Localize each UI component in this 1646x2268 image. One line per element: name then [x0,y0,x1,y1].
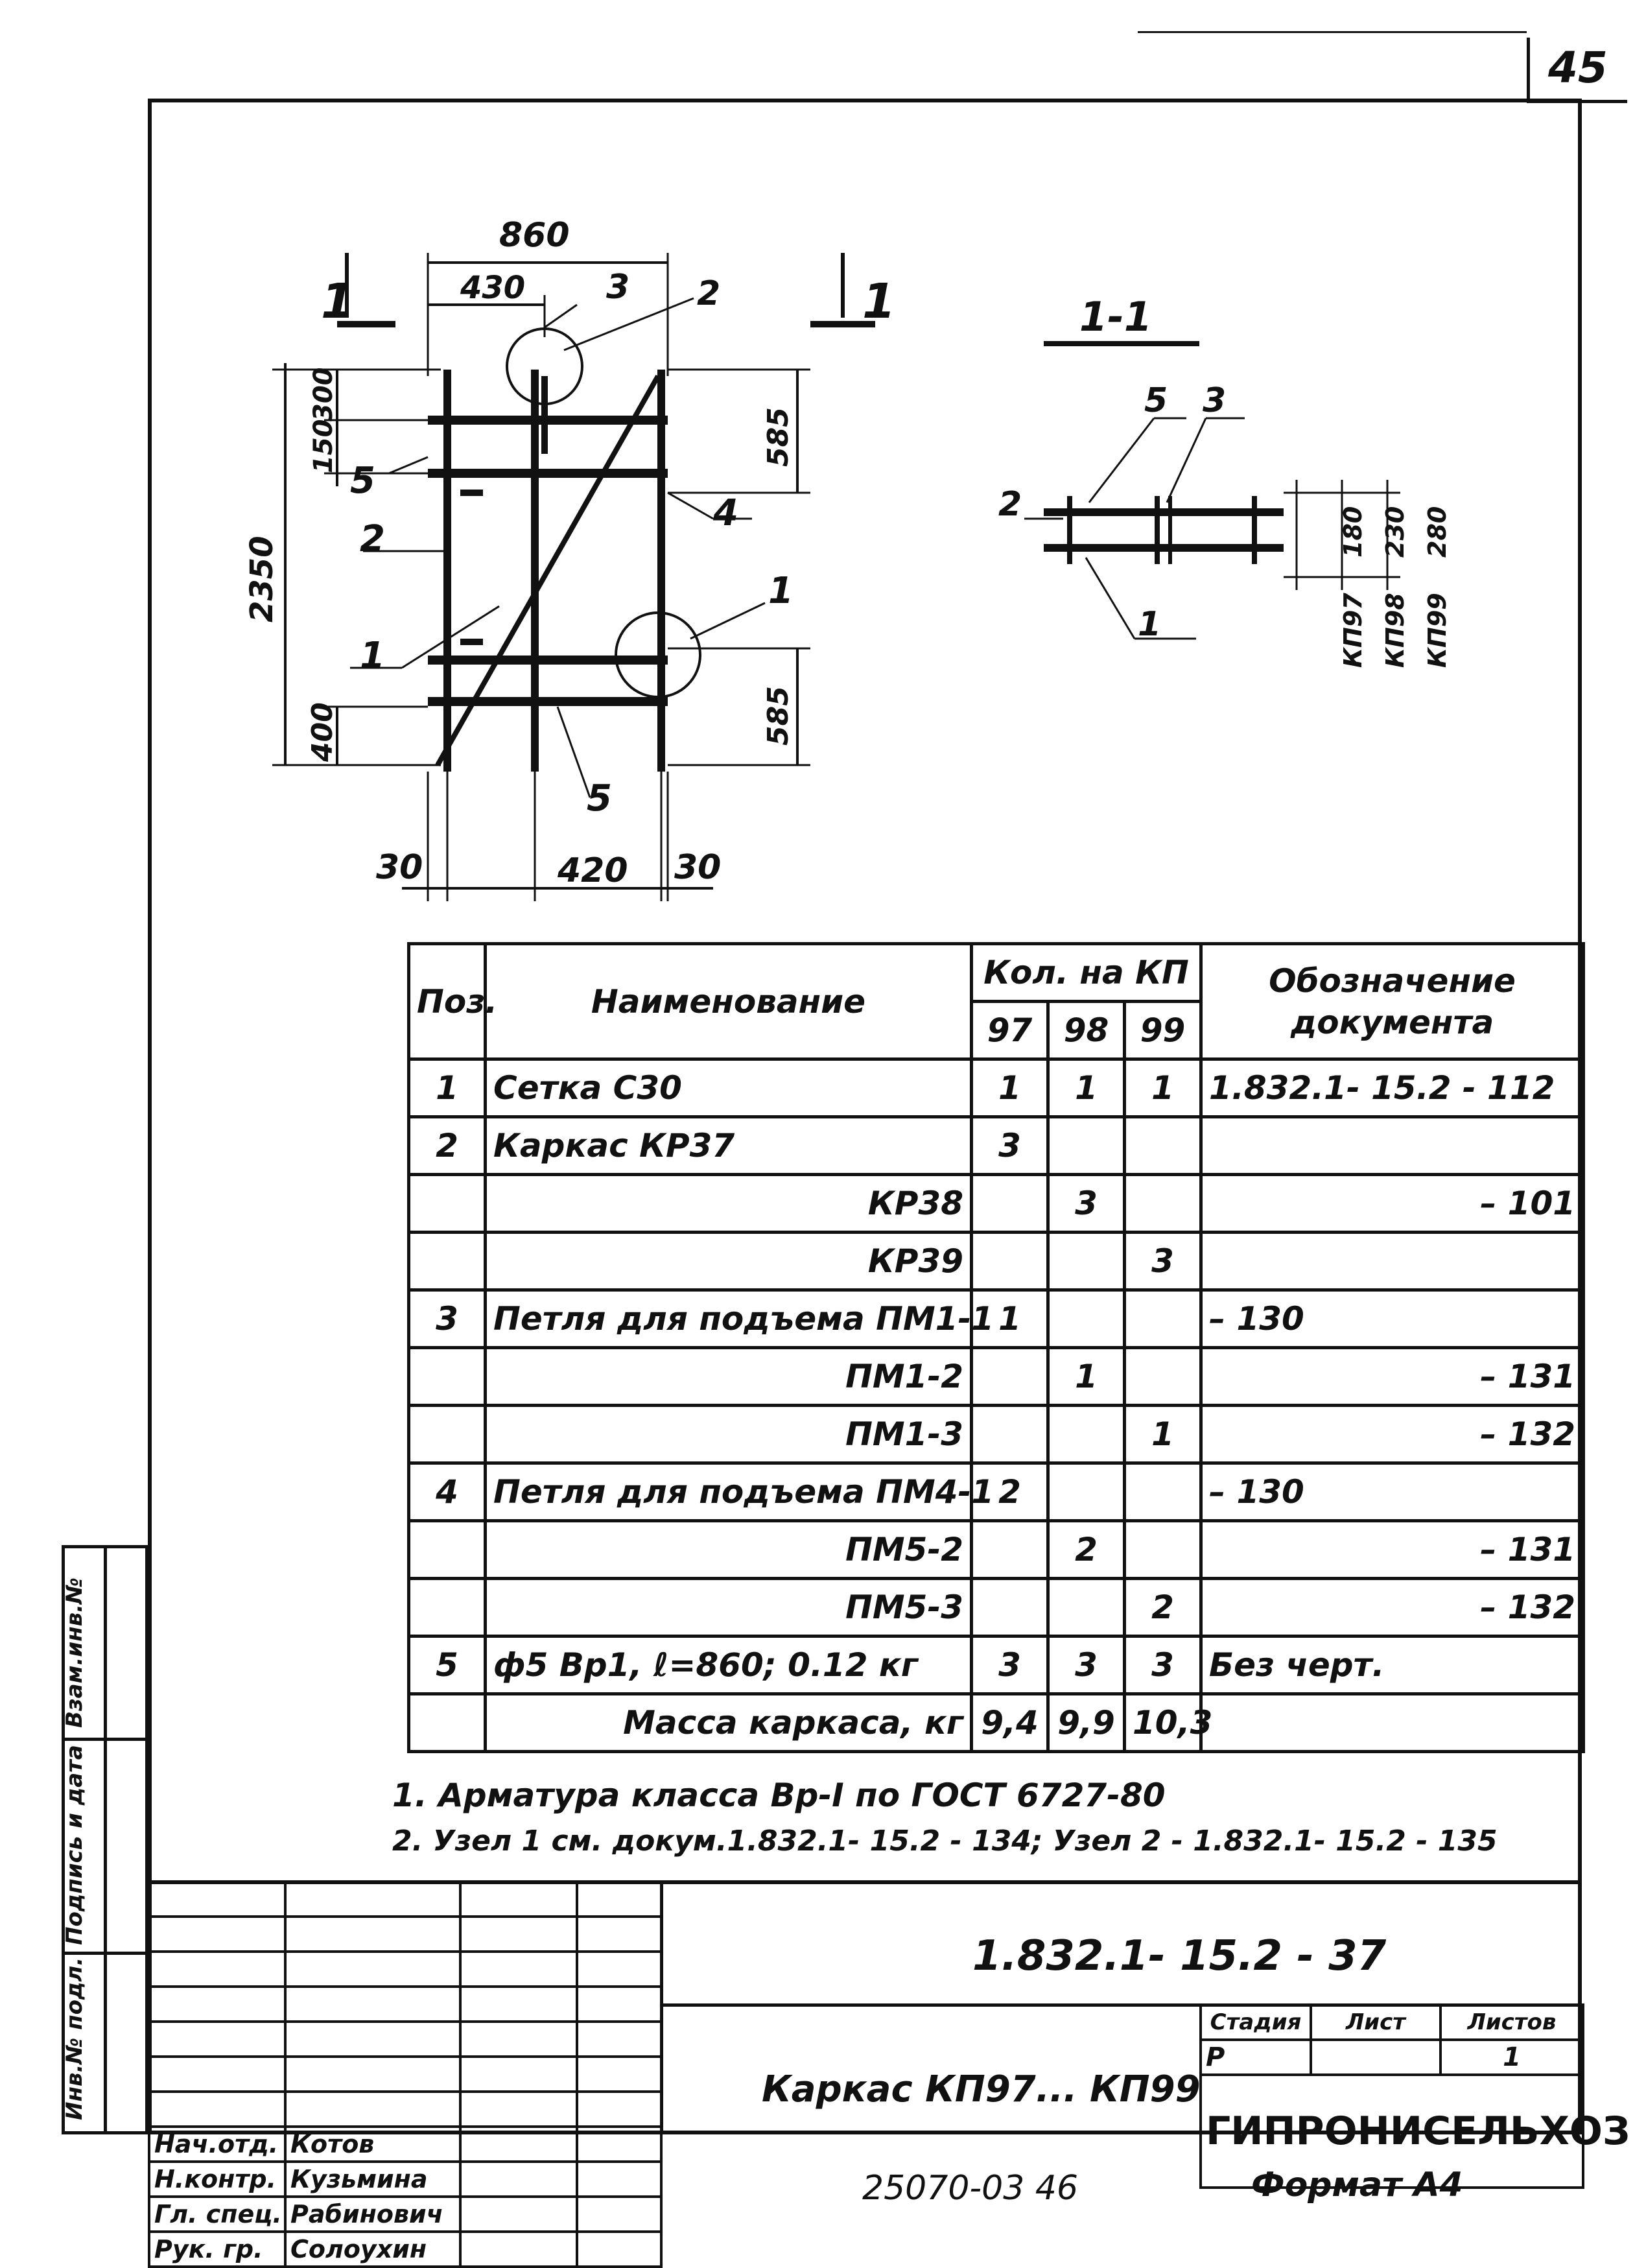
spec-cell-name: Масса каркаса, кг [486,1694,972,1752]
spec-row [409,1694,1584,1752]
dim-585-bottom: 585 [762,686,795,746]
spec-row [409,1175,1584,1233]
sheets-value: 1 [1440,2040,1583,2075]
notes [392,1777,1498,1858]
dim-30-left: 30 [376,848,423,887]
signature-row [149,2197,661,2232]
specification-table [407,942,1585,1753]
spec-cell-qty-99: 2 [1125,1579,1201,1636]
section-leader-5: 5 [1144,381,1168,420]
spec-cell-pos: 3 [409,1290,486,1348]
spec-cell-qty-99: 3 [1125,1233,1201,1290]
spec-cell-qty-97: 1 [972,1290,1048,1348]
archive-number: 25070-03 46 [862,2169,1079,2208]
spec-body [409,1059,1584,1752]
spec-header-qty-97: 97 [972,1002,1048,1059]
spec-cell-name: Петля для подъема ПМ1-1 [486,1290,972,1348]
sheet-value [1311,2040,1440,2075]
drawing-title: Каркас КП97... КП99 [762,2068,1201,2110]
spec-cell-doc [1201,1233,1584,1290]
document-code: 1.832.1- 15.2 - 37 [972,1932,1387,1980]
spec-cell-qty-98: 1 [1048,1348,1125,1406]
spec-cell-qty-98 [1048,1117,1125,1175]
spec-cell-qty-98 [1048,1406,1125,1463]
spec-cell-pos: 5 [409,1636,486,1694]
spec-cell-qty-98: 1 [1048,1059,1125,1117]
cage-plan-drawing [0,0,908,940]
dim-400: 400 [306,702,339,762]
spec-cell-name: ПМ1-2 [486,1348,972,1406]
stage-table [1199,2003,1630,2189]
spec-cell-name: ПМ5-2 [486,1521,972,1579]
spec-header-qty-99: 99 [1125,1002,1201,1059]
section-variant-kp97: КП97 [1339,593,1367,668]
note-2: 2. Узел 1 см. докум.1.832.1- 15.2 - 134; Узел 2 - 1.832.1- 15.2 - 135 [392,1825,1498,1858]
dim-585-top: 585 [762,407,795,467]
section-leader-2: 2 [998,485,1022,524]
spec-header-doc: Обозначение документа [1201,944,1584,1059]
spec-cell-qty-97 [972,1348,1048,1406]
spec-cell-qty-99 [1125,1463,1201,1521]
note-1: 1. Арматура класса Вр-I по ГОСТ 6727-80 [392,1777,1166,1814]
spec-row [409,1636,1584,1694]
spec-cell-qty-98: 2 [1048,1521,1125,1579]
leader-4: 4 [713,492,738,534]
section-dim-230: 230 [1381,506,1409,558]
spec-cell-qty-99: 1 [1125,1406,1201,1463]
spec-cell-name: Петля для подъема ПМ4-1 [486,1463,972,1521]
spec-header-qty-98: 98 [1048,1002,1125,1059]
sheets-label: Листов [1440,2005,1583,2040]
spec-cell-doc: – 131 [1201,1521,1584,1579]
stamp-inv-number: Инв.№ подл. [62,1957,88,2120]
spec-cell-pos: 4 [409,1463,486,1521]
spec-cell-qty-98: 9,9 [1048,1694,1125,1752]
spec-cell-qty-97 [972,1175,1048,1233]
dim-150: 150 [309,419,338,473]
spec-cell-name: ф5 Вр1, ℓ=860; 0.12 кг [486,1636,972,1694]
leader-1-left: 1 [360,635,385,677]
spec-cell-qty-99: 3 [1125,1636,1201,1694]
spec-cell-qty-98: 3 [1048,1636,1125,1694]
section-mark-left: 1 [321,274,355,329]
spec-row [409,1521,1584,1579]
spec-cell-doc: Без черт. [1201,1636,1584,1694]
spec-cell-name: Каркас КР37 [486,1117,972,1175]
spec-row [409,1348,1584,1406]
leader-1-right: 1 [768,570,794,612]
dim-860: 860 [499,216,570,255]
signature-cell [460,2162,577,2197]
spec-cell-qty-99: 1 [1125,1059,1201,1117]
spec-row [409,1579,1584,1636]
stamp-signature-date: Подпись и дата [62,1745,88,1945]
signature-cell [460,2127,577,2162]
spec-cell-qty-98: 3 [1048,1175,1125,1233]
date-cell [577,2197,661,2232]
spec-cell-pos: 1 [409,1059,486,1117]
section-variant-kp98: КП98 [1381,593,1409,668]
signer-name: Рабинович [285,2197,460,2232]
signer-name: Кузьмина [285,2162,460,2197]
sheet-number-box [1527,38,1627,103]
dim-430: 430 [460,270,526,306]
signer-name: Солоухин [285,2232,460,2267]
stamp-replaced-inv: Взам.инв.№ [62,1577,88,1728]
signature-cell [460,2232,577,2267]
spec-cell-doc: – 132 [1201,1406,1584,1463]
signer-role: Н.контр. [149,2162,285,2197]
section-title: 1-1 [1079,293,1153,340]
section-dim-280: 280 [1423,506,1452,558]
leader-2-left: 2 [360,518,385,560]
spec-header-name: Наименование [486,944,972,1059]
signature-cell [460,2197,577,2232]
signature-row [149,2232,661,2267]
spec-row [409,1463,1584,1521]
spec-cell-name: ПМ1-3 [486,1406,972,1463]
spec-cell-doc: 1.832.1- 15.2 - 112 [1201,1059,1584,1117]
spec-cell-name: ПМ5-3 [486,1579,972,1636]
spec-row [409,1406,1584,1463]
spec-cell-pos [409,1694,486,1752]
paper-format: Формат А4 [1251,2166,1463,2204]
spec-cell-qty-98 [1048,1233,1125,1290]
spec-cell-name: Сетка С30 [486,1059,972,1117]
section-1-1-drawing [972,279,1556,668]
spec-cell-qty-97: 9,4 [972,1694,1048,1752]
spec-cell-name: КР39 [486,1233,972,1290]
section-leader-1: 1 [1138,605,1162,644]
spec-cell-qty-97: 3 [972,1636,1048,1694]
section-leader-3: 3 [1203,381,1227,420]
spec-cell-doc: – 130 [1201,1290,1584,1348]
spec-cell-pos [409,1579,486,1636]
spec-cell-qty-97 [972,1521,1048,1579]
signature-row [149,2127,661,2162]
spec-cell-doc: – 131 [1201,1348,1584,1406]
spec-row [409,1059,1584,1117]
signer-role: Гл. спец. [149,2197,285,2232]
spec-cell-qty-97 [972,1233,1048,1290]
signer-role: Рук. гр. [149,2232,285,2267]
spec-cell-pos [409,1233,486,1290]
section-dim-180: 180 [1339,506,1367,558]
dim-300: 300 [309,367,338,421]
people-list [149,2127,661,2267]
spec-cell-qty-97: 3 [972,1117,1048,1175]
sheet-label: Лист [1311,2005,1440,2040]
dim-2350: 2350 [244,536,280,622]
spec-row [409,1117,1584,1175]
spec-cell-qty-99 [1125,1348,1201,1406]
leader-5-bottom: 5 [587,777,612,820]
spec-cell-qty-97 [972,1406,1048,1463]
spec-cell-qty-97 [972,1579,1048,1636]
leader-3-top: 3 [606,268,630,307]
spec-cell-pos [409,1406,486,1463]
spec-cell-qty-99: 10,3 [1125,1694,1201,1752]
organization: ГИПРОНИСЕЛЬХОЗ [1201,2075,1583,2188]
spec-cell-pos [409,1348,486,1406]
spec-cell-qty-99 [1125,1290,1201,1348]
leader-5-left: 5 [350,460,375,502]
spec-cell-pos [409,1521,486,1579]
spec-cell-qty-98 [1048,1463,1125,1521]
leader-2-top: 2 [697,274,721,313]
spec-cell-qty-98 [1048,1579,1125,1636]
signer-role: Нач.отд. [149,2127,285,2162]
spec-header-pos: Поз. [409,944,486,1059]
spec-header-qty: Кол. на КП [972,944,1201,1002]
spec-cell-qty-99 [1125,1175,1201,1233]
spec-cell-qty-97: 1 [972,1059,1048,1117]
spec-cell-pos [409,1175,486,1233]
spec-header-row-1 [409,944,1584,1002]
spec-cell-qty-98 [1048,1290,1125,1348]
date-cell [577,2127,661,2162]
section-mark-right: 1 [862,274,896,329]
spec-cell-name: КР38 [486,1175,972,1233]
signer-name: Котов [285,2127,460,2162]
spec-cell-qty-99 [1125,1117,1201,1175]
stage-label: Стадия [1201,2005,1311,2040]
date-cell [577,2162,661,2197]
spec-row [409,1290,1584,1348]
spec-cell-pos: 2 [409,1117,486,1175]
date-cell [577,2232,661,2267]
signature-row [149,2162,661,2197]
spec-cell-doc: – 130 [1201,1463,1584,1521]
sheet-number: 45 [1548,43,1608,93]
spec-cell-doc [1201,1694,1584,1752]
top-edge-line [1138,31,1527,33]
spec-cell-doc: – 132 [1201,1579,1584,1636]
spec-cell-qty-97: 2 [972,1463,1048,1521]
dim-30-right: 30 [674,848,722,887]
spec-cell-qty-99 [1125,1521,1201,1579]
spec-cell-doc: – 101 [1201,1175,1584,1233]
revision-grid [148,1880,663,2268]
section-variant-kp99: КП99 [1423,593,1452,668]
spec-cell-doc [1201,1117,1584,1175]
dim-420: 420 [558,851,628,890]
stage-value: Р [1201,2040,1311,2075]
spec-row [409,1233,1584,1290]
